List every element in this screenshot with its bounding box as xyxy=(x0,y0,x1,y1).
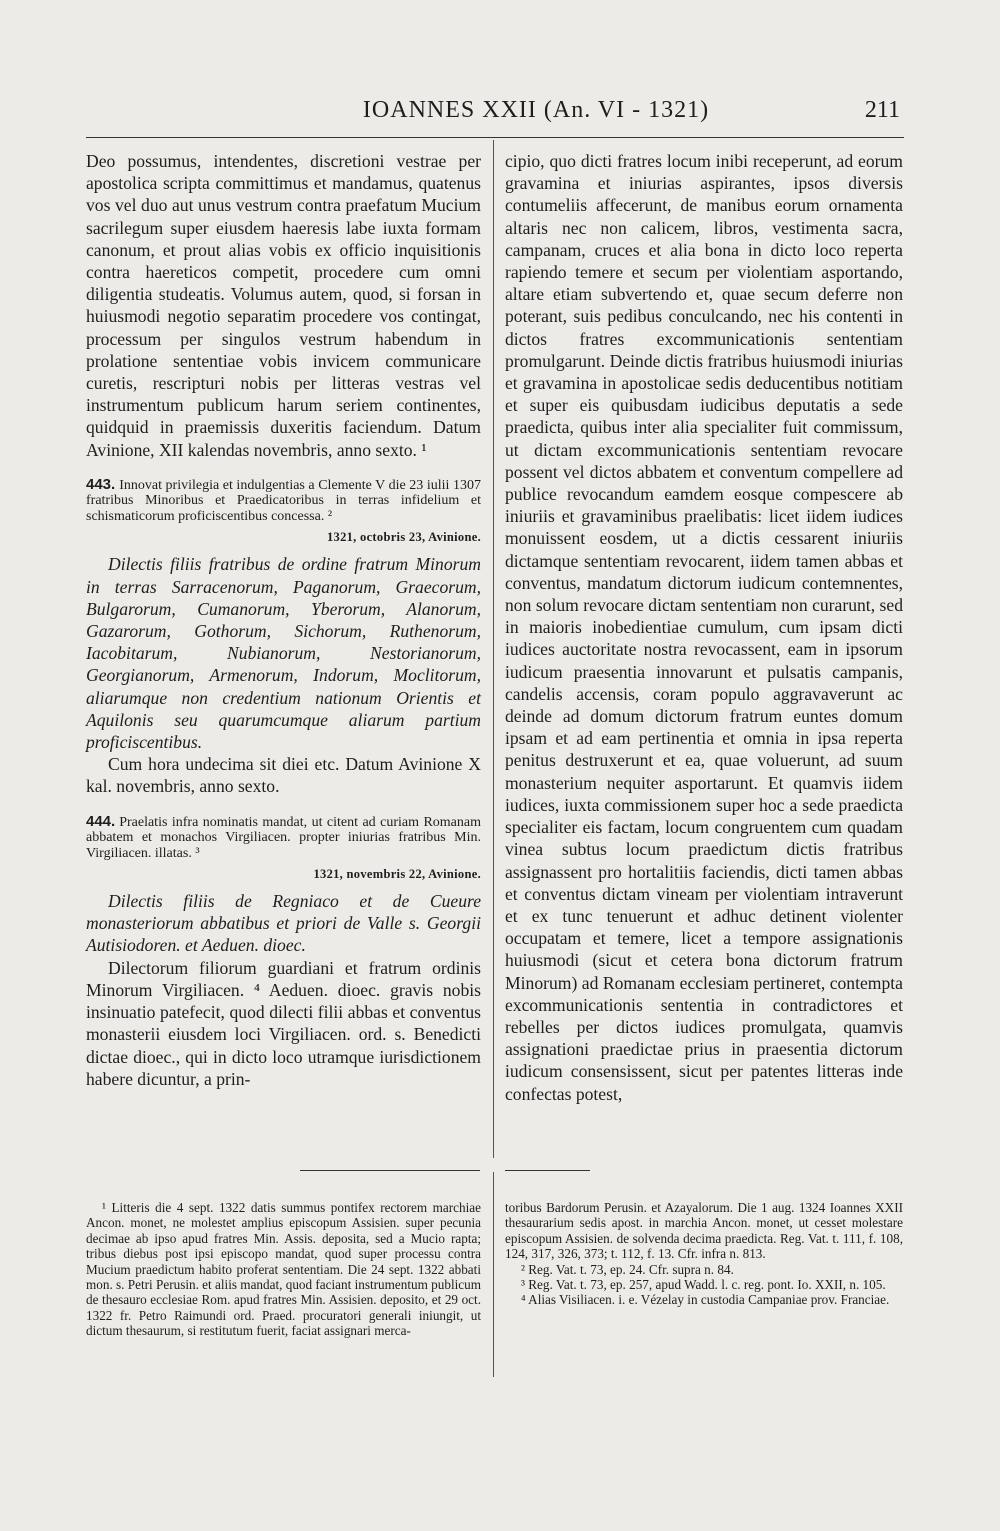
footnote-2: ² Reg. Vat. t. 73, ep. 24. Cfr. supra n. 84. xyxy=(521,1261,734,1277)
footnotes-right xyxy=(505,1200,903,1308)
entry-443-dateline: 1321, octobris 23, Avinione. xyxy=(326,530,481,545)
footnote-3: ³ Reg. Vat. t. 73, ep. 257, apud Wadd. l. c. reg. pont. Io. XXII, n. 105. xyxy=(521,1277,886,1293)
footnotes-left xyxy=(86,1200,481,1339)
entry-444-dateline: 1321, novembris 22, Avinione. xyxy=(313,867,481,882)
running-head xyxy=(86,97,904,137)
footnote-1: ¹ Litteris die 4 sept. 1322 datis summus pontifex rectorem marchiae Ancon. monet, ne molestet amplius episcopum Assisien. super pecunia decimae ab ipso apud fratres Min. Assis. deposita, sed a Mucio rapta; tribus diebus post ipsi episcopo mandat, quod super processu contra Mucium praedictum habito proferat sententiam. Die 24 sept. 1322 abbati mon. s. Petri Perusin. et aliis mandat, quod faciant instrumentum publicum de thesauro ecclesiae Rom. apud fratres Min. Assisien. deposito, et 29 oct. 1322 fr. Petro Raimundi ord. Praed. procuratori generali iniungit, ut dictum thesaurum, si restitutum fuerit, faciat assignari merca- xyxy=(86,1200,481,1339)
page-number: 211 xyxy=(864,97,900,123)
footnote-rule-left xyxy=(300,1170,480,1171)
entry-444-address: Dilectis filiis de Regniaco et de Cueure monasteriorum abbatibus et priori de Valle s. Georgii Autisiodoren. et Aeduen. dioec. xyxy=(86,891,481,956)
entry-443-regest xyxy=(86,477,481,525)
opening-paragraph: Deo possumus, intendentes, discretioni vestrae per apostolica scripta committimus et mandamus, quatenus vos vel duo aut unus vestrum contra praefatum Mucium sacrilegum super eiusdem haeresis labe iuxta formam canonum, et prout alias vobis ex officio inquisitionis contra haereticos competit, procedere cum omni diligentia studeatis. Volumus autem, quod, si forsan in huiusmodi negotio separatim procedere vos contingat, processum per singulos vestrum habendum in prolatione sententiae vobis invicem communicare curetis, rescripturi nobis per litteras vestras vel instrumentum publicum harum seriem continentes, quidquid in praemissis duxeritis faciendum. Datum Avinione, XII kalendas novembris, anno sexto. ¹ xyxy=(86,151,481,460)
right-column-text: cipio, quo dicti fratres locum inibi receperunt, ad eorum gravamina et iniurias aspirantes, ipsos diversis contumeliis affecerunt, de manibus eorum ornamenta altaris nec non calicem, libros, vestimenta sacra, campanam, cruces et alia bona in dicto loco reperta rapiendo temere et secum per violentiam asportando, altare etiam subvertendo et, quae secum deferre non poterant, suis pedibus conculcando, nec his contenti in dictos fratres excommunicationis sententiam promulgarunt. Deinde dictis fratribus huiusmodi iniurias et gravamina in apostolicae sedis deducentibus notitiam et super eis quibusdam iudicibus deputatis a sede praedicta, quibus inter alia specialiter fuit commissum, ut dictam excommunicationis sententiam revocare possent vel dictos abbatem et conventum compellere ad publice revocandum eamdem eosque compescere ab iniuriis et gravaminibus praelibatis: licet iidem iudices monuissent eosdem, ut a dictis cessarent iniuriis dictamque sententiam revocarent, iidem tamen abbas et conventus, mandatum dictorum iudicum contemnentes, non solum revocare dictam sententiam non curarunt, sed in maioris inobedientiae cumulum, cum ipsam dicti iudices auctoritate nostra revocassent, eam in ipsorum iudicum praesentia innovarunt et pulsatis campanis, candelis accensis, coram populo aggravaverunt ac deinde ad domum dictorum fratrum euntes domum ipsam et ad eam pertinentia et omnia in ipsa reperta penitus destruxerunt et ea, quae voluerunt, ad suum monasterium nequiter asportarunt. Et quamvis iidem iudices, iuxta commissionem super hoc a sede praedicta specialiter eis factam, locum congruentem cum quadam vinea subtus locum praedictum dictis fratribus assignassent pro hortalitiis faciendis, dicti tamen abbas et conventus dictam vineam per violentiam intraverunt et ex tunc tenuerunt et adhuc detinent violenter occupatam et temere, licet a tempore assignationis huiusmodi (sicut et cetera bona dictorum fratrum Minorum) ad Romanam ecclesiam pertineret, contempta excommunicationis sententia in contradictores et rebelles per dictos iudices promulgata, quamvis assignationi praedictae prius in praesentia dictorum iudicum consensissent, sicut per patentes litteras inde confectas potest, xyxy=(505,151,903,1104)
footnote-rule-right xyxy=(505,1170,590,1171)
entry-444-number: 444. xyxy=(86,812,116,830)
entry-443-number: 443. xyxy=(86,475,116,493)
header-rule xyxy=(86,137,904,138)
entry-444-summary: Praelatis infra nominatis mandat, ut citent ad curiam Romanam abbatem et monachos Virgiliacen. propter iniurias fratribus Min. Virgiliacen. illatas. ³ xyxy=(86,814,481,861)
left-column xyxy=(86,150,481,1090)
footnote-divider xyxy=(493,1172,494,1377)
entry-443-address: Dilectis filiis fratribus de ordine fratrum Minorum in terras Sarracenorum, Paganorum, Graecorum, Bulgarorum, Cumanorum, Yberorum, Alanorum, Gazarorum, Gothorum, Sichorum, Ruthenorum, Iacobitarum, Nubianorum, Nestorianorum, Georgianorum, Armenorum, Indorum, Moclitorum, aliarumque non credentium nationum Orientis et Aquilonis seu quarumcumque aliarum partium proficiscentibus. xyxy=(86,554,481,752)
entry-443-text: Cum hora undecima sit diei etc. Datum Avinione X kal. novembris, anno sexto. xyxy=(86,754,481,797)
footnote-1-continued: toribus Bardorum Perusin. et Azayalorum. Die 1 aug. 1324 Ioannes XXII thesaurarium sedis apost. in marchia Ancon. monet, ut cesset molestare episcopum Assisien. de solvenda decima praedicta. Reg. Vat. t. 111, f. 108, 124, 317, 326, 373; t. 112, f. 13. Cfr. infra n. 813. xyxy=(505,1200,903,1262)
column-divider xyxy=(493,140,494,1158)
entry-443-summary: Innovat privilegia et indulgentias a Clemente V die 23 iulii 1307 fratribus Minoribus et Praedicatoribus in terras infidelium et schismaticorum proficiscentibus concessa. ² xyxy=(86,477,481,524)
running-head-title: IOANNES XXII (An. VI - 1321) xyxy=(362,97,710,123)
right-column xyxy=(505,150,903,1105)
footnote-4: ⁴ Alias Visiliacen. i. e. Vézelay in custodia Campaniae prov. Franciae. xyxy=(521,1292,890,1308)
entry-444-regest xyxy=(86,814,481,862)
entry-444-text: Dilectorum filiorum guardiani et fratrum ordinis Minorum Virgiliacen. ⁴ Aeduen. dioec. gravis nobis insinuatio patefecit, quod dilecti filii abbas et conventus monasterii eiusdem loci Virgiliacen. ord. s. Benedicti dictae dioec., qui in dicto loco utramque iurisdictionem habere dicuntur, a prin- xyxy=(86,957,481,1089)
